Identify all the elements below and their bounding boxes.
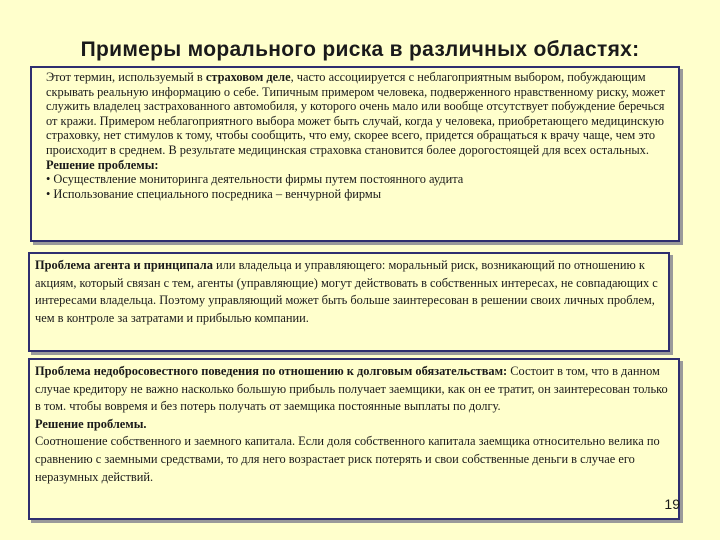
debt-obligations-box [28,358,680,520]
slide-title: Примеры морального риска в различных областях: [80,38,640,61]
solution-text-2: Соотношение собственного и заемного капитала. Если доля собственного капитала заемщика относительно велика по сравнению с заемными средствами, то для него возрастает риск потерять и свои собственные деньги в случае его неразумных действий. [35,434,660,484]
debt-text: Состоит в том, что в данном случае кредитору не важно насколько большую прибыль получает заемщики, как он ее тратит, он заинтересован только в том. чтобы вовремя и без потерь получать от заемщика постоянные выплаты по долгу. [35,364,668,414]
insurance-intro-start: Этот термин, используемый в [46,70,206,84]
insurance-example-box [30,66,680,242]
agent-principal-text: или владельца и управляющего: моральный риск, возникающий по отношению к акциям, который связан с тем, агенты (управляющие) могут действовать в собственных интересах, не совпадающих с интересами владельца. Поэтому управляющий может быть больше заинтересован в решении своих личных проблем, чем в контроле за затратами и прибылью компании. [35,258,658,325]
solution-bullet-2: • Использование специального посредника – венчурной фирмы [46,186,382,201]
agent-principal-box [28,252,670,352]
debt-heading: Проблема недобросовестного поведения по отношению к долговым обязательствам: [35,364,508,378]
insurance-paragraph [46,70,670,158]
agent-principal-heading: Проблема агента и принципала [35,258,213,272]
solution-heading-2: Решение проблемы. [35,416,147,431]
page-number: 19 [664,496,680,512]
solution-bullet-1: • Осуществление мониторинга деятельности фирмы путем постоянного аудита [46,172,464,187]
agent-principal-paragraph [35,257,662,327]
solution-heading-1: Решение проблемы: [46,157,159,172]
debt-paragraph [35,363,672,416]
insurance-term: страховом деле [205,70,291,84]
insurance-intro-rest: , часто ассоциируется с неблагоприятным выбором, побуждающим скрывать реальную информацию о себе. Типичным примером человека, подверженного нравственному риску, может служить владелец застрахованного автомобиля, у которого очень мало или вообще отсутствует побуждение беречься от кражи. Примером неблагоприятного выбора может быть случай, когда у человека, приобретающего медицинскую страховку, нет стимулов к тому, чтобы сообщить, что ему, скорее всего, придется обращаться к врачу чаще, чем это происходит в среднем. В результате медицинская страховка становится более дорогостоящей для всех остальных. [46,70,665,157]
